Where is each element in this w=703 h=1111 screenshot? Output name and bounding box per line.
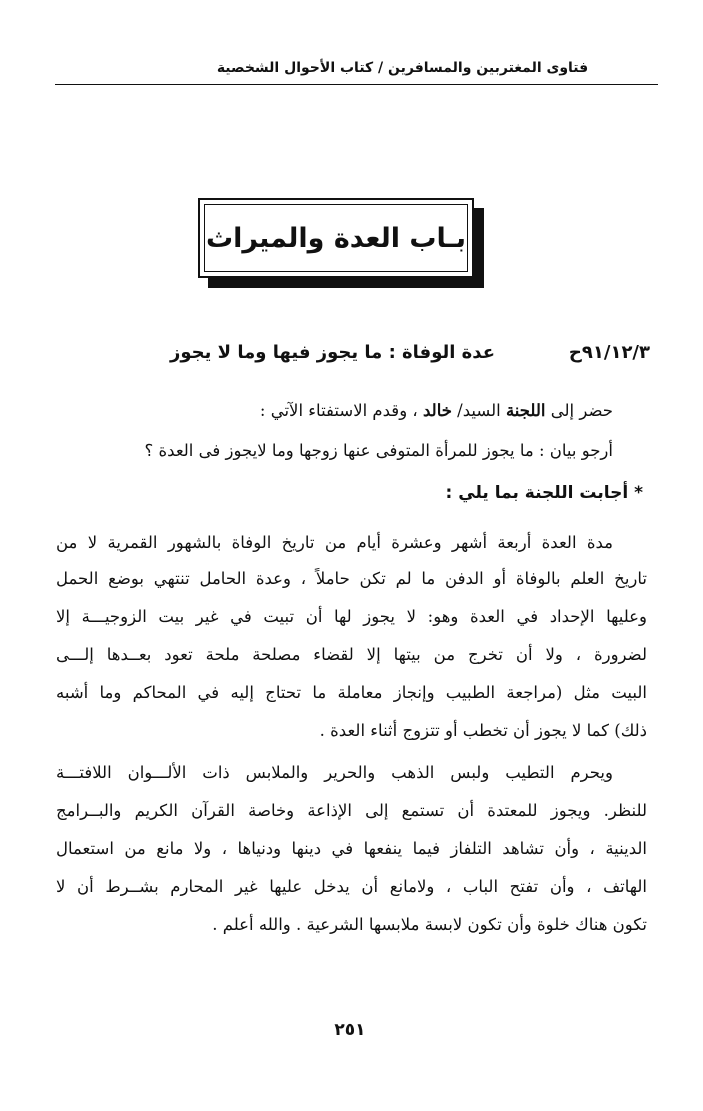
intro-prefix: حضر إلى: [550, 401, 613, 420]
answer-line: لضرورة ، ولا أن تخرج من بيتها إلا لقضاء مصلحة ملحة تعود بعــدها إلـــى: [56, 645, 647, 664]
answer-line: للنظر. ويجوز للمعتدة أن تستمع إلى الإذاعة وخاصة القرآن الكريم والبــرامج: [56, 801, 647, 820]
answer-label: * أجابت اللجنة بما يلي :: [445, 483, 643, 503]
answer-line: وعليها الإحداد في العدة وهو: لا يجوز لها أن تبيت في غير بيت الزوجيـــة إلا: [56, 607, 647, 626]
header-rule: [55, 84, 658, 85]
intro-name: خالد: [423, 401, 452, 420]
intro-suffix: ، وقدم الاستفتاء الآتي :: [259, 401, 418, 420]
fatwa-number: ٩١/١٢/٣ح: [568, 342, 650, 363]
answer-line: مدة العدة أربعة أشهر وعشرة أيام من تاريخ الوفاة بالشهور القمرية لا من: [56, 533, 613, 552]
page-number: ٢٥١: [334, 1020, 366, 1040]
answer-line: تكون هناك خلوة وأن تكون لابسة ملابسها الشرعية . والله أعلم .: [212, 915, 647, 934]
fatwa-heading: [150, 342, 650, 370]
chapter-title: بـاب العدة والميراث: [205, 222, 467, 254]
answer-line: ويحرم التطيب ولبس الذهب والحرير والملابس ذات الألـــوان اللافتـــة: [56, 763, 613, 782]
chapter-title-box: [198, 198, 474, 278]
answer-label-line: [446, 482, 643, 504]
intro-mid: السيد/: [457, 401, 501, 420]
intro-committee: اللجنة: [505, 401, 546, 420]
question-line: أرجو بيان : ما يجوز للمرأة المتوفى عنها زوجها وما لايجوز فى العدة ؟: [144, 441, 613, 460]
intro-line: [260, 400, 613, 422]
chapter-title-inner-frame: [204, 204, 468, 272]
answer-line: الدينية ، وأن تشاهد التلفاز فيما ينفعها في دينها ودنياها ، ولا مانع من استعمال: [56, 839, 647, 858]
answer-line: الهاتف ، وأن تفتح الباب ، ولامانع أن يدخل عليها غير المحارم بشــرط أن لا: [56, 877, 647, 896]
fatwa-title: عدة الوفاة : ما يجوز فيها وما لا يجوز: [170, 342, 495, 363]
answer-line: البيت مثل (مراجعة الطبيب وإنجاز معاملة ما تحتاج إليه في المحاكم وما أشبه: [56, 683, 647, 702]
answer-line: ذلك) كما لا يجوز أن تخطب أو تتزوج أثناء العدة .: [319, 721, 647, 740]
answer-line: تاريخ العلم بالوفاة أو الدفن ما لم تكن حاملاً ، وعدة الحامل تنتهي بوضع الحمل: [56, 569, 647, 588]
running-header: فتاوى المغتربين والمسافرين / كتاب الأحوال الشخصية: [216, 60, 589, 76]
